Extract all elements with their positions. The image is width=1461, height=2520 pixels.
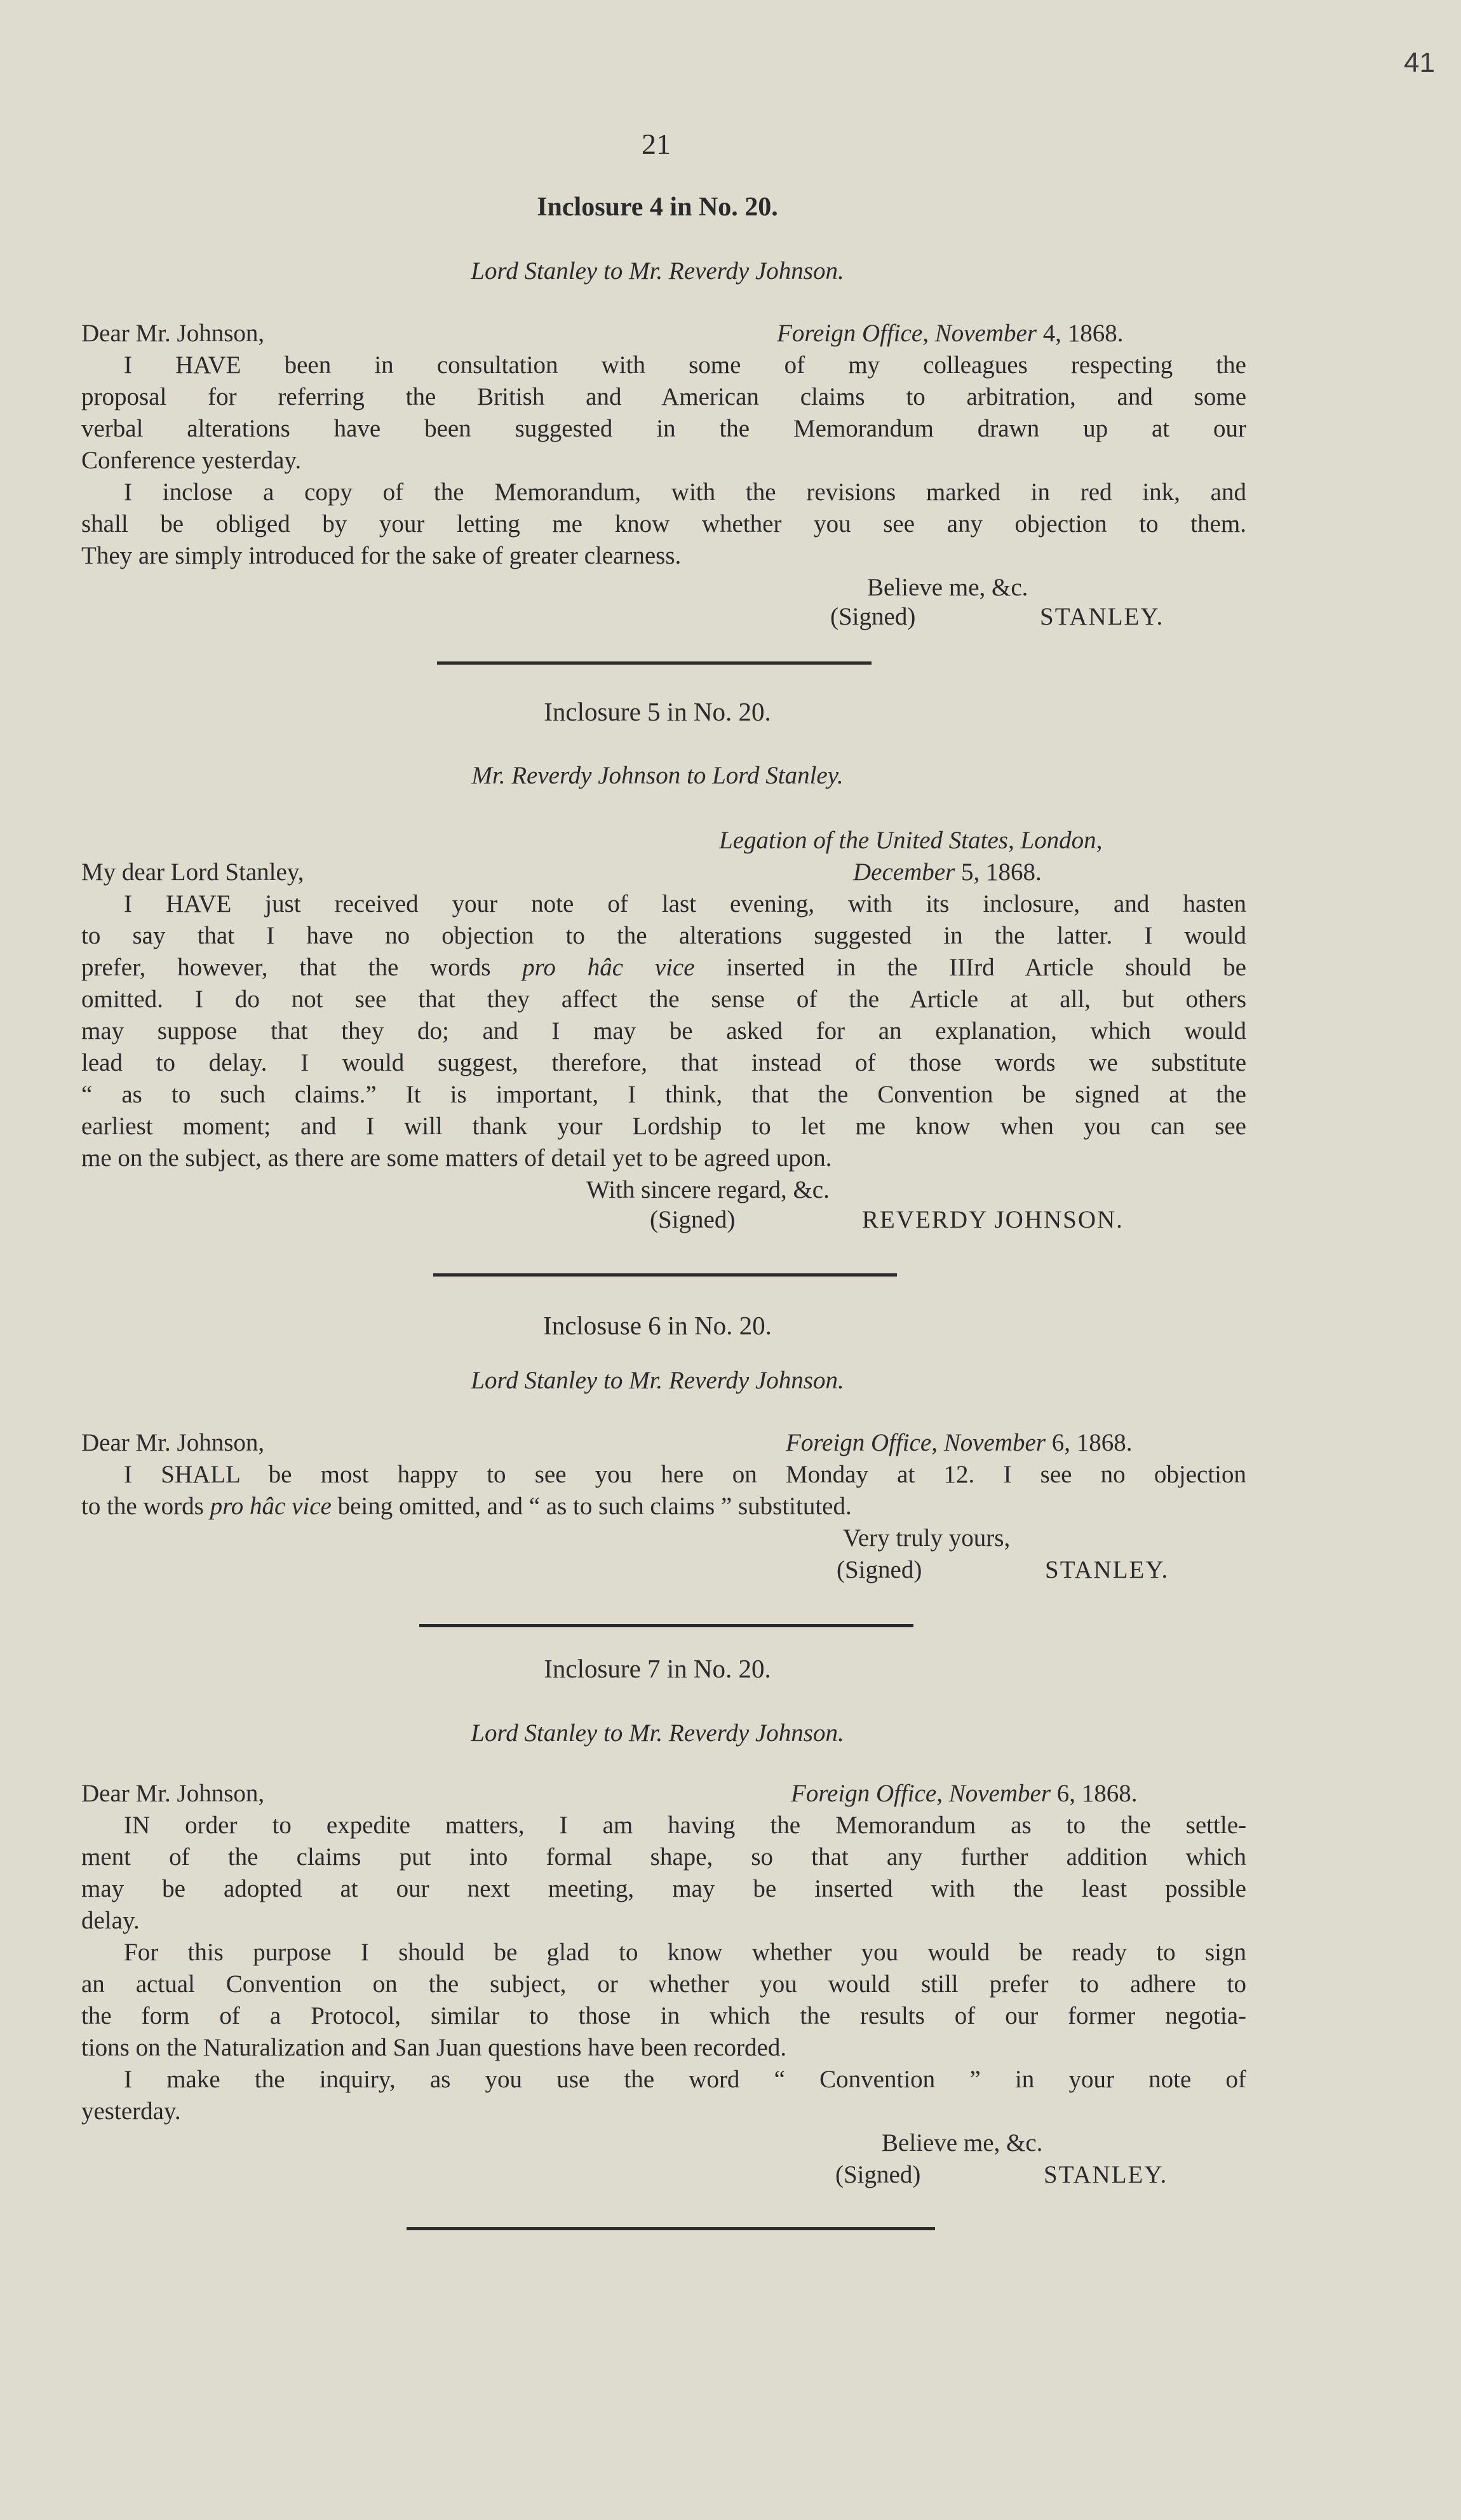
latin-phrase: pro hâc vice [210, 1493, 332, 1520]
inclosure-heading: Inclosuse 6 in No. 20. [543, 1311, 772, 1340]
body-line: omitted. I do not see that they affect the sense of the Article at all, but others [81, 986, 1246, 1013]
signed-label: (Signed) [830, 603, 916, 630]
closing: Very truly yours, [843, 1524, 1011, 1552]
body-line: lead to delay. I would suggest, therefore, that instead of those words we substitute [81, 1049, 1246, 1076]
section-divider [437, 661, 872, 665]
body-line: me on the subject, as there are some matters of detail yet to be agreed upon. [81, 1144, 832, 1172]
closing: Believe me, &c. [867, 574, 1028, 601]
body-line [81, 953, 1246, 982]
signatory: STANLEY. [1044, 2161, 1168, 2188]
inclosure-heading: Inclosure 4 in No. 20. [537, 193, 778, 222]
line-text: inserted in the IIIrd Article should be [694, 954, 1246, 981]
salutation: Dear Mr. Johnson, [81, 1780, 265, 1807]
line-text: being omitted, and “ as to such claims ” substituted. [331, 1493, 852, 1520]
body-line: proposal for referring the British and American claims to arbitration, and some [81, 383, 1246, 410]
body-line: to say that I have no objection to the alterations suggested in the latter. I would [81, 922, 1246, 949]
body-line: I HAVE been in consultation with some of my colleagues respecting the [124, 351, 1246, 379]
place-date-day: 4, 1868. [1037, 320, 1124, 347]
place-date-day: 6, 1868. [1051, 1780, 1138, 1807]
body-line: “ as to such claims.” It is important, I think, that the Convention be signed at the [81, 1081, 1246, 1108]
body-line: an actual Convention on the subject, or whether you would still prefer to adhere to [81, 1970, 1246, 1998]
place-date [777, 319, 1124, 348]
inclosure-heading: Inclosure 5 in No. 20. [544, 697, 771, 726]
line-text: prefer, however, that the words [81, 954, 523, 981]
place-date-italic: Foreign Office, November [791, 1780, 1051, 1807]
date-month: December [853, 858, 955, 886]
inclosure-heading: Inclosure 7 in No. 20. [544, 1654, 771, 1683]
inclosure-subheading: Lord Stanley to Mr. Reverdy Johnson. [471, 1367, 844, 1394]
date [853, 858, 1042, 886]
body-line: delay. [81, 1907, 140, 1934]
closing: With sincere regard, &c. [586, 1176, 830, 1203]
signed-label: (Signed) [835, 2161, 921, 2188]
body-line: ment of the claims put into formal shape, so that any further addition which [81, 1843, 1246, 1871]
signed-label: (Signed) [837, 1556, 922, 1583]
latin-phrase: pro hâc vice [522, 954, 695, 981]
body-line: IN order to expedite matters, I am having the Memorandum as to the settle- [124, 1812, 1246, 1839]
section-divider [407, 2227, 935, 2230]
closing: Believe me, &c. [882, 2129, 1043, 2157]
inclosure-subheading: Lord Stanley to Mr. Reverdy Johnson. [471, 1719, 844, 1747]
body-line: verbal alterations have been suggested in the Memorandum drawn up at our [81, 415, 1246, 442]
body-line: shall be obliged by your letting me know whether you see any objection to them. [81, 510, 1246, 538]
section-divider [433, 1273, 897, 1277]
body-line: I inclose a copy of the Memorandum, with the revisions marked in red ink, and [124, 478, 1246, 506]
body-line: They are simply introduced for the sake of greater clearness. [81, 542, 682, 569]
signatory: REVERDY JOHNSON. [862, 1206, 1124, 1233]
body-line: Conference yesterday. [81, 447, 302, 474]
line-text: to the words [81, 1493, 210, 1520]
signed-label: (Signed) [650, 1206, 736, 1233]
salutation: My dear Lord Stanley, [81, 858, 304, 886]
body-line: For this purpose I should be glad to know whether you would be ready to sign [124, 1939, 1246, 1966]
place-date [791, 1779, 1138, 1808]
body-line: yesterday. [81, 2097, 181, 2125]
body-line: may suppose that they do; and I may be asked for an explanation, which would [81, 1017, 1246, 1045]
place: Legation of the United States, London, [719, 827, 1103, 854]
body-line: earliest moment; and I will thank your Lordship to let me know when you can see [81, 1113, 1246, 1140]
body-line [81, 1492, 1246, 1521]
inclosure-subheading: Lord Stanley to Mr. Reverdy Johnson. [471, 257, 844, 285]
body-line: I SHALL be most happy to see you here on Monday at 12. I see no objection [124, 1461, 1246, 1488]
body-line: I HAVE just received your note of last evening, with its inclosure, and hasten [124, 890, 1246, 918]
page-number: 21 [642, 128, 671, 160]
signatory: STANLEY. [1045, 1556, 1169, 1583]
place-date-italic: Foreign Office, November [786, 1429, 1046, 1456]
archive-page-number: 41 [1404, 47, 1435, 78]
section-divider [419, 1624, 913, 1627]
body-line: the form of a Protocol, similar to those in which the results of our former negotia- [81, 2002, 1246, 2029]
place-date-italic: Foreign Office, November [777, 320, 1037, 347]
salutation: Dear Mr. Johnson, [81, 1429, 265, 1456]
date-day: 5, 1868. [955, 858, 1042, 886]
body-line: may be adopted at our next meeting, may be inserted with the least possible [81, 1875, 1246, 1902]
place-date-day: 6, 1868. [1046, 1429, 1133, 1456]
body-line: tions on the Naturalization and San Juan questions have been recorded. [81, 2034, 787, 2061]
inclosure-subheading: Mr. Reverdy Johnson to Lord Stanley. [471, 762, 844, 789]
body-line: I make the inquiry, as you use the word “ Convention ” in your note of [124, 2066, 1246, 2093]
place-date [786, 1428, 1133, 1457]
signatory: STANLEY. [1040, 603, 1164, 630]
salutation: Dear Mr. Johnson, [81, 320, 265, 347]
